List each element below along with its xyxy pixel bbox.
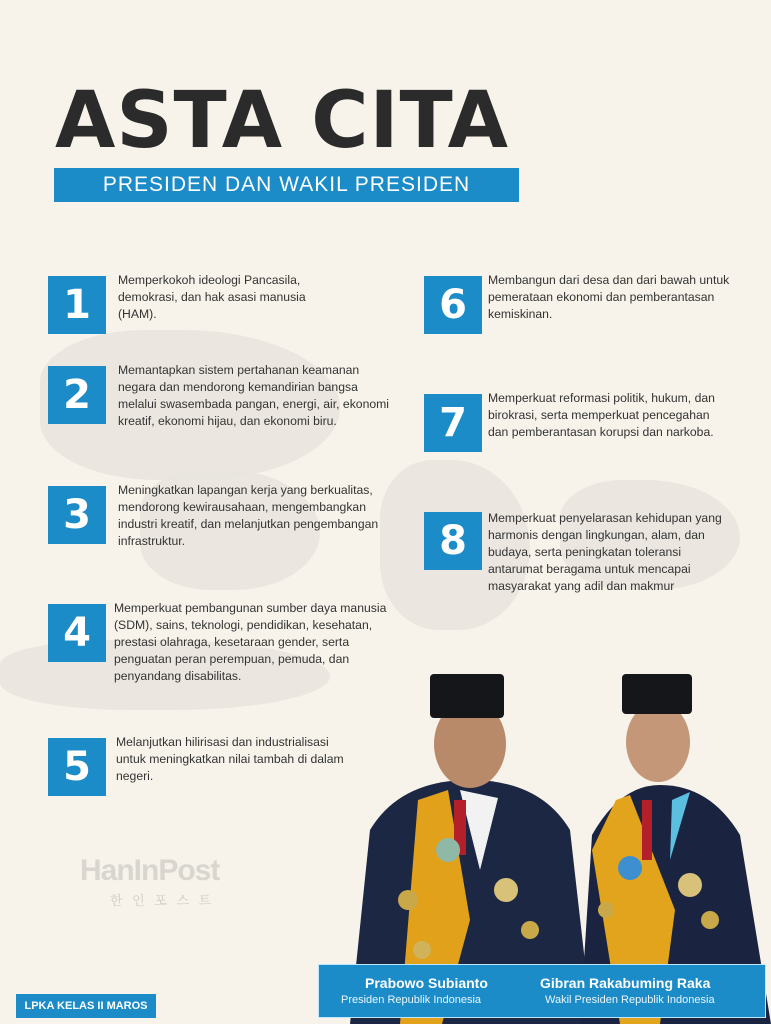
item-number-badge: 6	[424, 276, 482, 334]
item-text: Melanjutkan hilirisasi dan industrialisasi untuk meningkatkan nilai tambah di dalam negeri.	[116, 735, 344, 783]
item-number-badge: 2	[48, 366, 106, 424]
item-text: Membangun dari desa dan dari bawah untuk pemerataan ekonomi dan pemberantasan kemiskinan.	[488, 273, 730, 321]
item-number-badge: 7	[424, 394, 482, 452]
item-text: Meningkatkan lapangan kerja yang berkualitas, mendorong kewirausahaan, mengembangkan industri kreatif, dan melanjutkan pengembangan infrastruktur.	[118, 483, 379, 548]
item-number-badge: 5	[48, 738, 106, 796]
item-number-badge: 8	[424, 512, 482, 570]
brand-watermark: HanInPost	[80, 854, 220, 887]
page-subtitle: PRESIDEN DAN WAKIL PRESIDEN	[54, 168, 519, 202]
portrait-caption-bar	[318, 964, 766, 1018]
item-text: Memperkokoh ideologi Pancasila, demokrasi, dan hak asasi manusia (HAM).	[118, 273, 306, 321]
person-name: Gibran Rakabuming Raka	[540, 975, 711, 991]
person-role: Wakil Presiden Republik Indonesia	[545, 994, 715, 1006]
brand-watermark-korean: 한 인 포 스 트	[110, 893, 215, 908]
item-number-badge: 4	[48, 604, 106, 662]
person-name: Prabowo Subianto	[365, 975, 488, 991]
footer-label: LPKA KELAS II MAROS	[16, 994, 156, 1018]
item-text: Memantapkan sistem pertahanan keamanan negara dan mendorong kemandirian bangsa melalui swasembada pangan, energi, air, ekonomi kreatif, ekonomi hijau, dan ekonomi biru.	[118, 363, 389, 428]
item-text: Memperkuat penyelarasan kehidupan yang harmonis dengan lingkungan, alam, dan budaya, serta peningkatan toleransi antarumat beragama untuk mencapai masyarakat yang adil dan makmur	[488, 511, 722, 593]
item-text: Memperkuat reformasi politik, hukum, dan birokrasi, serta memperkuat pencegahan dan pemberantasan korupsi dan narkoba.	[488, 391, 715, 439]
item-text: Memperkuat pembangunan sumber daya manusia (SDM), sains, teknologi, pendidikan, kesehatan, prestasi olahraga, kesetaraan gender, serta penguatan peran perempuan, pemuda, dan penyandang disabilitas.	[114, 601, 387, 683]
item-number-badge: 1	[48, 276, 106, 334]
page-title: ASTA CITA	[55, 76, 509, 166]
item-number-badge: 3	[48, 486, 106, 544]
person-role: Presiden Republik Indonesia	[341, 994, 482, 1006]
